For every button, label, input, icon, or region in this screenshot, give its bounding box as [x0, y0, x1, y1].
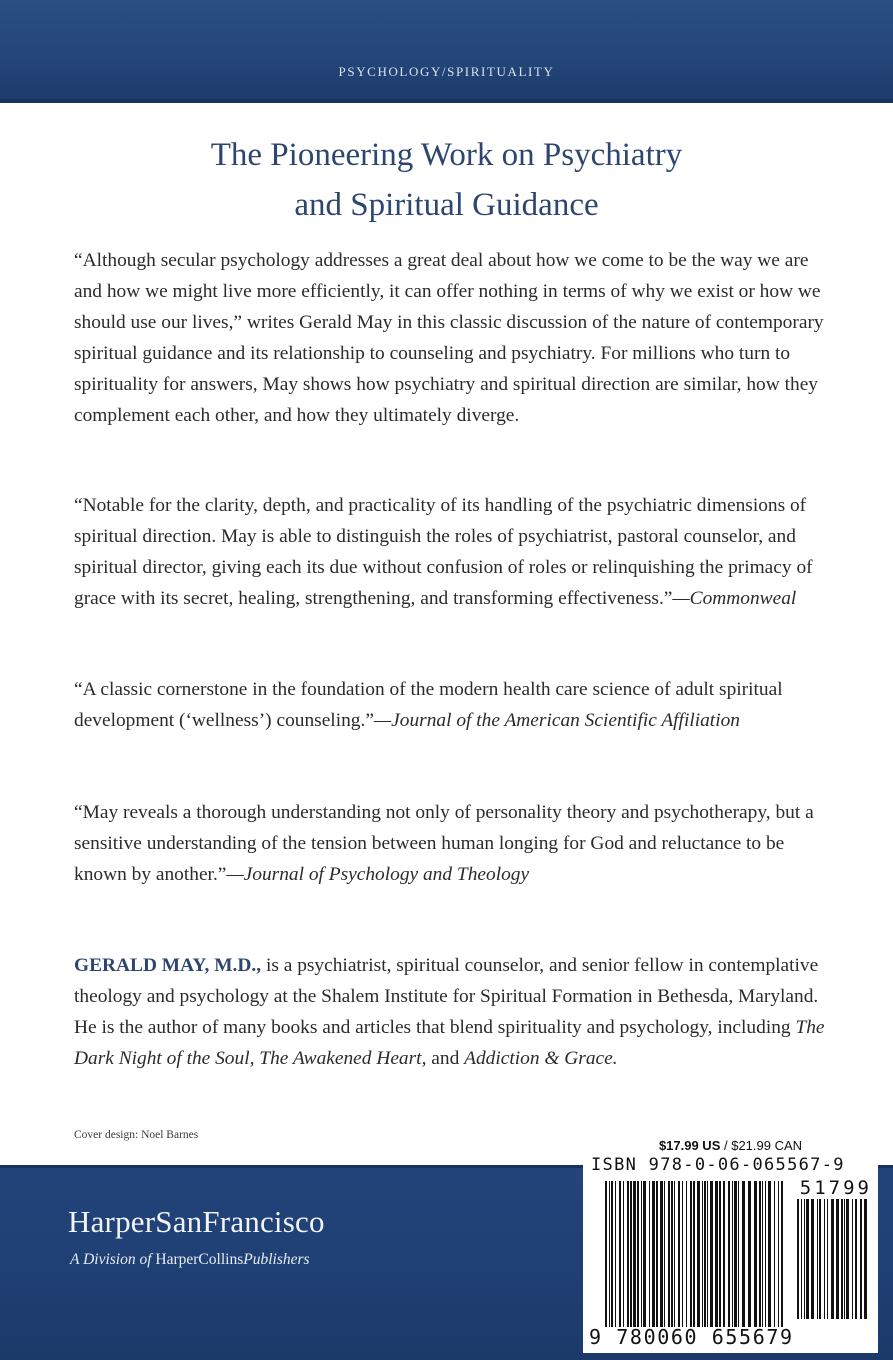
barcode-bar	[734, 1181, 737, 1327]
division-suffix: Publishers	[243, 1251, 310, 1268]
barcode-bar	[819, 1199, 821, 1319]
headline-line-2: and Spiritual Guidance	[294, 187, 599, 223]
barcode-bar	[738, 1181, 739, 1327]
barcode-bar	[668, 1181, 670, 1327]
barcode-bar	[723, 1181, 725, 1327]
barcode-bar	[719, 1181, 721, 1327]
barcode-bar	[806, 1199, 809, 1319]
author-book-titles: The Dark Night of the Soul, The Awakened Heart,	[74, 1017, 825, 1069]
review-source: —Journal of the American Scientific Affiliation	[373, 710, 740, 731]
barcode-addon-bars	[797, 1199, 867, 1319]
publisher-division	[70, 1251, 310, 1269]
barcode-bar	[605, 1181, 607, 1327]
barcode-bar	[611, 1181, 613, 1327]
barcode-bar	[831, 1199, 834, 1319]
barcode-bar	[690, 1181, 692, 1327]
barcode-bar	[778, 1181, 779, 1327]
barcode-bar	[649, 1181, 650, 1327]
review-quote: “May reveals a thorough understanding not only of personality theory and psychotherapy, but a sensitive understanding of the tension between human longing for God and reluctance to be known by another.”	[74, 802, 814, 885]
barcode-bar	[797, 1199, 799, 1319]
barcode-bar	[836, 1199, 839, 1319]
barcode-bar	[637, 1181, 639, 1327]
barcode-bar	[855, 1199, 857, 1319]
review-commonweal	[74, 490, 834, 614]
barcode-bar	[682, 1181, 683, 1327]
division-prefix: A Division of	[70, 1251, 156, 1268]
author-book-addiction-grace: Addiction & Grace.	[464, 1048, 618, 1069]
author-bio-text: is a psychiatrist, spiritual counselor, and senior fellow in contemplative theology and psychology at the Shalem Institute for Spiritual Formation in Bethesda, Maryland. He is the author of many books and articles that blend spirituality and psychology, including	[74, 955, 819, 1038]
barcode-bar	[827, 1199, 828, 1319]
headline	[0, 130, 893, 230]
barcode-bar	[742, 1181, 745, 1327]
headline-line-1: The Pioneering Work on Psychiatry	[210, 137, 683, 173]
barcode-bar	[801, 1199, 802, 1319]
barcode-bar	[754, 1181, 757, 1327]
description-text: “Although secular psychology addresses a great deal about how we come to be the way we are and how we might live more efficiently, it can offer nothing in terms of why we exist or how we should use our lives,” writes Gerald May in this classic discussion of the nature of contemporary spiritual guidance and its relationship to counseling and psychiatry. For millions who turn to spirituality for answers, May shows how psychiatry and spiritual direction are similar, how they complement each other, and how they ultimately diverge.	[74, 250, 824, 426]
barcode-bar	[609, 1181, 610, 1327]
barcode-bar	[678, 1181, 680, 1327]
isbn-text: ISBN 978-0-06-065567-9	[591, 1155, 845, 1175]
price-separator: /	[720, 1138, 732, 1153]
barcode-bar	[811, 1199, 814, 1319]
category-label: PSYCHOLOGY/SPIRITUALITY	[338, 64, 555, 79]
barcode-bar	[852, 1199, 853, 1319]
barcode-bar	[627, 1181, 629, 1327]
barcode-bar	[702, 1181, 703, 1327]
barcode-bar	[781, 1181, 783, 1327]
barcode-bar	[732, 1181, 733, 1327]
barcode-box	[583, 1135, 878, 1353]
publisher-name: HarperSanFrancisco	[68, 1204, 325, 1239]
review-journal-asa	[74, 674, 834, 736]
barcode-bar	[710, 1181, 713, 1327]
barcode-bar	[615, 1181, 616, 1327]
barcode-bar	[774, 1181, 775, 1327]
barcode-bar	[707, 1181, 708, 1327]
barcode-bar	[841, 1199, 843, 1319]
barcode-bar	[817, 1199, 818, 1319]
price-us: $17.99 US	[658, 1138, 721, 1153]
barcode-bar	[674, 1181, 675, 1327]
barcode-bar	[643, 1181, 646, 1327]
barcode-bar	[660, 1181, 663, 1327]
barcode-bar	[804, 1199, 805, 1319]
barcode-bar	[664, 1181, 665, 1327]
review-quote: “A classic cornerstone in the foundation of the modern health care science of adult spiritual development (‘wellness’) counseling.”	[74, 679, 783, 731]
barcode-bar	[686, 1181, 687, 1327]
barcode-bar	[762, 1181, 763, 1327]
author-bio-connector: and	[426, 1048, 465, 1069]
price-can: $21.99 CAN	[731, 1138, 803, 1153]
barcode-bar	[693, 1181, 695, 1327]
review-quote: “Notable for the clarity, depth, and practicality of its handling of the psychiatric dimensions of spiritual direction. May is able to distinguish the roles of psychiatrist, pastoral counselor, and spiritual director, giving each its due without confusion of roles or relinquishing the primacy of grace with its secret, healing, strengthening, and transforming effectiveness.”	[74, 495, 813, 609]
barcode-bar	[641, 1181, 642, 1327]
barcode-bar	[824, 1199, 825, 1319]
author-name: GERALD MAY, M.D.,	[74, 955, 262, 976]
barcode-bar	[623, 1181, 624, 1327]
top-band	[0, 0, 893, 103]
barcode-bar	[633, 1181, 636, 1327]
barcode-bar	[652, 1181, 655, 1327]
barcode-bar	[656, 1181, 658, 1327]
barcode-bar	[844, 1199, 845, 1319]
barcode-bar	[846, 1199, 849, 1319]
cover-design-credit: Cover design: Noel Barnes	[74, 1129, 199, 1141]
barcode-bar	[768, 1181, 771, 1327]
barcode-bar	[671, 1181, 673, 1327]
review-source: —Journal of Psychology and Theology	[226, 864, 530, 885]
barcode-bar	[864, 1199, 867, 1319]
review-source: —Commonweal	[672, 588, 797, 609]
barcode-bar	[748, 1181, 751, 1327]
barcode-bar	[704, 1181, 706, 1327]
barcode-main-bars	[605, 1181, 785, 1327]
description	[74, 245, 834, 431]
addon-code: 51799	[799, 1177, 872, 1199]
author-bio	[74, 950, 834, 1074]
barcode-bar	[759, 1181, 761, 1327]
barcode-bar	[765, 1181, 766, 1327]
barcode-bar	[630, 1181, 632, 1327]
ean-digits: 9 780060 655679	[589, 1325, 794, 1349]
barcode-bar	[697, 1181, 700, 1327]
barcode-bar	[860, 1199, 862, 1319]
review-journal-psych-theology	[74, 797, 834, 890]
price-label	[583, 1138, 878, 1153]
barcode-bar	[715, 1181, 718, 1327]
division-name: HarperCollins	[155, 1251, 244, 1268]
barcode-bar	[619, 1181, 621, 1327]
barcode-bar	[728, 1181, 730, 1327]
